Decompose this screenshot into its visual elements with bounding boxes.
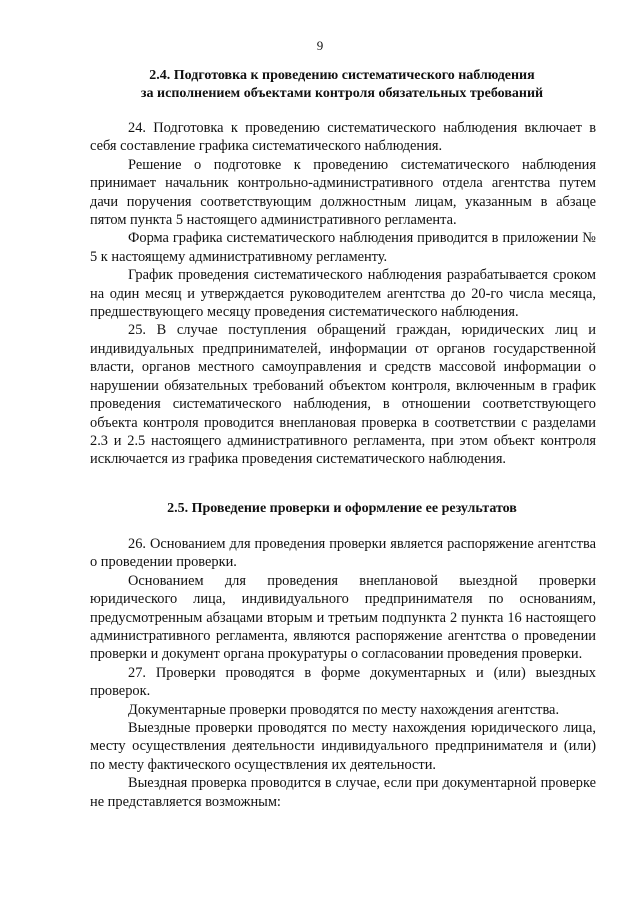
paragraph-onsite: Выездные проверки проводятся по месту нахождения юридического лица, месту осуществления деятельности индивидуального предпринимателя и (или) по месту фактического осуществления их деятельности. — [90, 720, 596, 773]
section-2-4-heading-line-1: 2.4. Подготовка к проведению систематического наблюдения — [149, 68, 535, 83]
section-2-4-heading-line-2: за исполнением объектами контроля обязательных требований — [140, 86, 544, 101]
paragraph-schedule: График проведения систематического наблюдения разрабатывается сроком на один месяц и утверждается руководителем агентства до 20-го числа месяца, предшествующего месяцу проведения систематического наблюдения. — [90, 267, 596, 321]
section-2-4-body — [90, 119, 596, 469]
paragraph-onsite-condition: Выездная проверка проводится в случае, если при документарной проверке не представляется возможным: — [90, 775, 596, 810]
paragraph-25: 25. В случае поступления обращений граждан, юридических лиц и индивидуальных предпринимателей, информации от органов государственной власти, органов местного самоуправления и средств массовой информации о нарушении обязательных требований объектом контроля, включенным в график проведения систематического наблюдения, в отношении соответствующего объекта контроля проводится внеплановая проверка в соответствии с разделами 2.3 и 2.5 настоящего административного регламента, при этом объект контроля исключается из графика проведения систематического наблюдения. — [90, 322, 596, 468]
paragraph-27: 27. Проверки проводятся в форме документарных и (или) выездных проверок. — [90, 664, 596, 700]
paragraph-documentary: Документарные проверки проводятся по месту нахождения агентства. — [128, 701, 560, 718]
section-2-4-heading — [88, 67, 596, 103]
page-number: 9 — [316, 38, 324, 53]
paragraph-form: Форма графика систематического наблюдения приводится в приложении № 5 к настоящему административному регламенту. — [90, 230, 596, 265]
section-2-5-heading-line: 2.5. Проведение проверки и оформление ее результатов — [167, 501, 517, 516]
section-2-5-heading — [88, 500, 596, 518]
paragraph-decision: Решение о подготовке к проведению систематического наблюдения принимает начальник контрольно-административного отдела агентства путем дачи поручения соответствующим должностным лицам, указанным в абзаце пятом пункта 5 настоящего административного регламента. — [90, 156, 596, 229]
paragraph-26: 26. Основанием для проведения проверки является распоряжение агентства о проведении проверки. — [90, 536, 596, 571]
section-2-5-body — [90, 535, 596, 811]
paragraph-24: 24. Подготовка к проведению систематического наблюдения включает в себя составление графика систематического наблюдения. — [90, 120, 596, 155]
paragraph-grounds: Основанием для проведения внеплановой выездной проверки юридического лица, индивидуального предпринимателя по основаниям, предусмотренным абзацами вторым и третьим подпункта 2 пункта 16 настоящего административного регламента, являются распоряжение агентства о проведении проверки и документ органа прокуратуры о согласовании проведения проверки. — [90, 572, 596, 663]
